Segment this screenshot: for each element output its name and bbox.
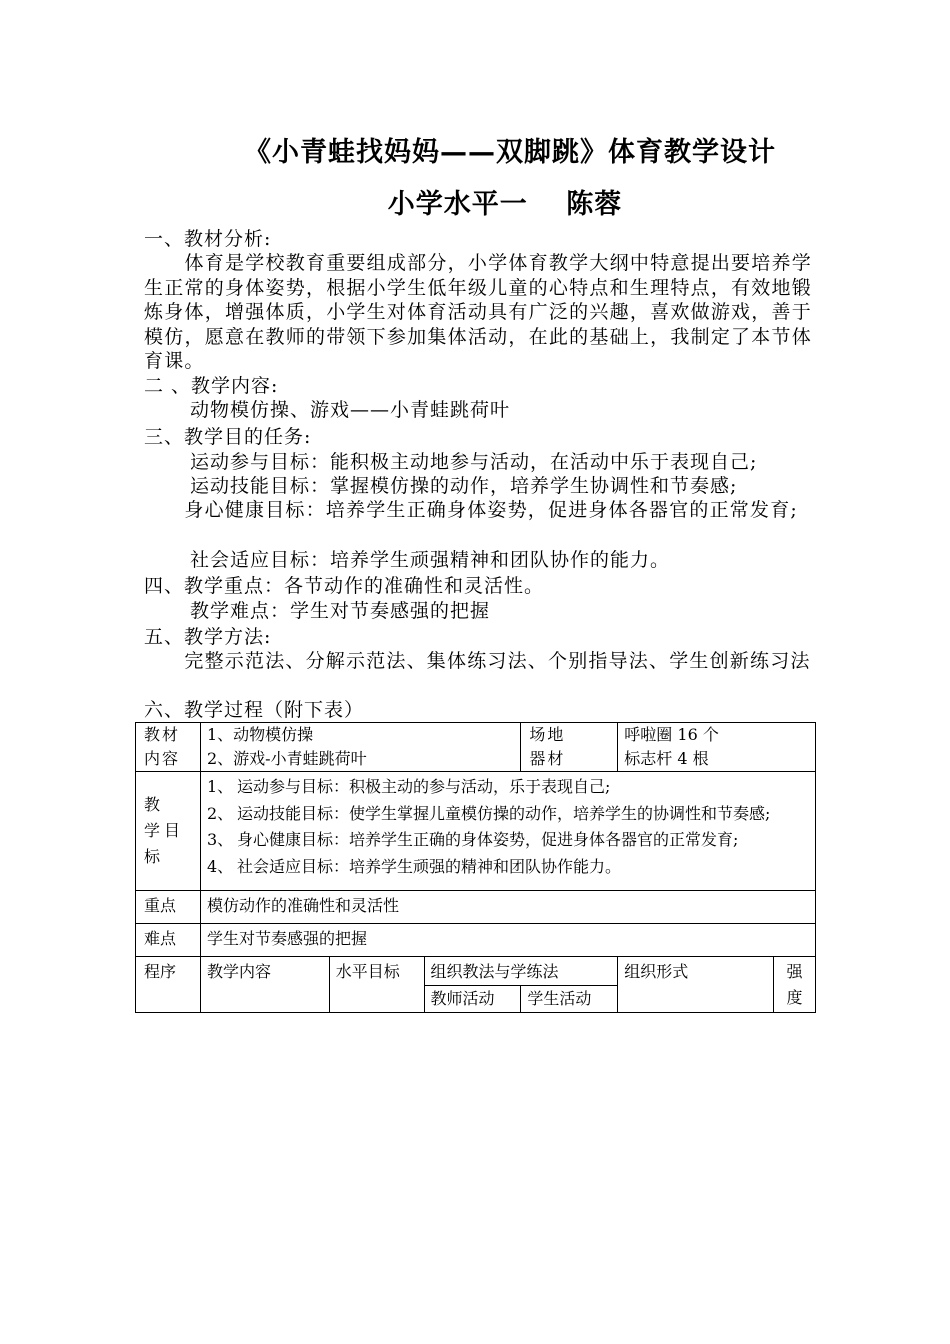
table-row xyxy=(136,957,816,986)
goal-number: 2、 xyxy=(206,803,234,823)
section-5-heading: 五、教学方法: xyxy=(144,626,272,648)
material-label: 教材内容 xyxy=(136,723,201,772)
list-item xyxy=(207,855,809,879)
header-level: 水平目标 xyxy=(329,957,424,1013)
equipment-item-1: 呼啦圈 16 个 xyxy=(624,725,719,744)
material-cell xyxy=(200,723,520,772)
header-method: 组织教法与学练法 xyxy=(424,957,618,986)
material-item-2: 2、游戏-小青蛙跳荷叶 xyxy=(206,749,367,768)
equipment-item-2: 标志杆 4 根 xyxy=(624,749,709,768)
document-subtitle: 小学水平一 陈蓉 xyxy=(387,189,623,220)
document-title: 《小青蛙找妈妈——双脚跳》体育教学设计 xyxy=(244,137,776,168)
header-intensity-text: 强度 xyxy=(786,962,803,1007)
material-item-1: 1、动物模仿操 xyxy=(206,725,314,744)
key-label: 重点 xyxy=(136,891,201,924)
goal-text: 运动技能目标：使学生掌握儿童模仿操的动作，培养学生的协调性和节奏感; xyxy=(236,803,771,823)
goals-cell xyxy=(200,772,815,891)
header-step: 程序 xyxy=(136,957,201,1013)
section-1-heading: 一、教材分析: xyxy=(144,228,272,250)
goal-text: 身心健康目标：培养学生正确的身体姿势，促进身体各器官的正常发育; xyxy=(236,830,739,849)
teaching-plan-table xyxy=(135,722,816,1013)
goal-text: 社会适应目标：培养学生顽强的精神和团队协作能力。 xyxy=(236,856,621,876)
header-intensity xyxy=(773,957,815,1013)
goal-number: 3、 xyxy=(206,830,234,849)
table-row xyxy=(136,772,816,891)
goal-participation: 运动参与目标：能积极主动地参与活动，在活动中乐于表现自己; xyxy=(190,451,758,473)
header-teacher: 教师活动 xyxy=(424,986,521,1013)
equipment-cell xyxy=(618,723,816,772)
goal-number: 1、 xyxy=(206,777,234,796)
list-item xyxy=(207,802,809,826)
header-student: 学生活动 xyxy=(521,986,618,1013)
section-1-body: 体育是学校教育重要组成部分，小学体育教学大纲中特意提出要培养学生正常的身体姿势，根据小学生低年级儿童的心特点和生理特点，有效地锻炼身体，增强体质，小学生对体育活动具有广泛的兴趣，喜欢做游戏，善于模仿，愿意在教师的带领下参加集体活动，在此的基础上，我制定了本节体育课。 xyxy=(144,252,812,372)
goal-health: 身心健康目标：培养学生正确身体姿势，促进身体各器官的正常发育; xyxy=(144,499,799,521)
table-row xyxy=(136,891,816,924)
table-row xyxy=(136,924,816,957)
goal-number: 4、 xyxy=(206,856,234,876)
section-4-difficulty: 教学难点：学生对节奏感强的把握 xyxy=(190,600,491,622)
section-2-heading: 二 、教学内容: xyxy=(144,375,279,397)
header-content: 教学内容 xyxy=(200,957,329,1013)
header-form: 组织形式 xyxy=(618,957,774,1013)
goal-text: 运动参与目标：积极主动的参与活动，乐于表现自己; xyxy=(236,777,611,796)
goals-label-text: 教 学目标 xyxy=(144,795,185,866)
difficulty-text: 学生对节奏感强的把握 xyxy=(200,924,815,957)
difficulty-label: 难点 xyxy=(136,924,201,957)
goals-label xyxy=(136,772,201,891)
list-item xyxy=(207,828,809,852)
goals-list xyxy=(207,775,809,878)
section-2-content: 动物模仿操、游戏——小青蛙跳荷叶 xyxy=(190,399,511,421)
section-5-body: 完整示范法、分解示范法、集体练习法、个别指导法、学生创新练习法 xyxy=(144,650,811,672)
goal-skill: 运动技能目标：掌握模仿操的动作，培养学生协调性和节奏感; xyxy=(190,475,738,497)
venue-label: 场地器材 xyxy=(521,723,618,772)
section-3-heading: 三、教学目的任务: xyxy=(144,426,312,448)
section-6-heading: 六、教学过程（附下表） xyxy=(144,699,365,721)
list-item xyxy=(207,775,809,799)
key-text: 模仿动作的准确性和灵活性 xyxy=(200,891,815,924)
table-row xyxy=(136,723,816,772)
section-4-heading: 四、教学重点：各节动作的准确性和灵活性。 xyxy=(144,575,545,597)
goal-social: 社会适应目标：培养学生顽强精神和团队协作的能力。 xyxy=(190,549,671,571)
